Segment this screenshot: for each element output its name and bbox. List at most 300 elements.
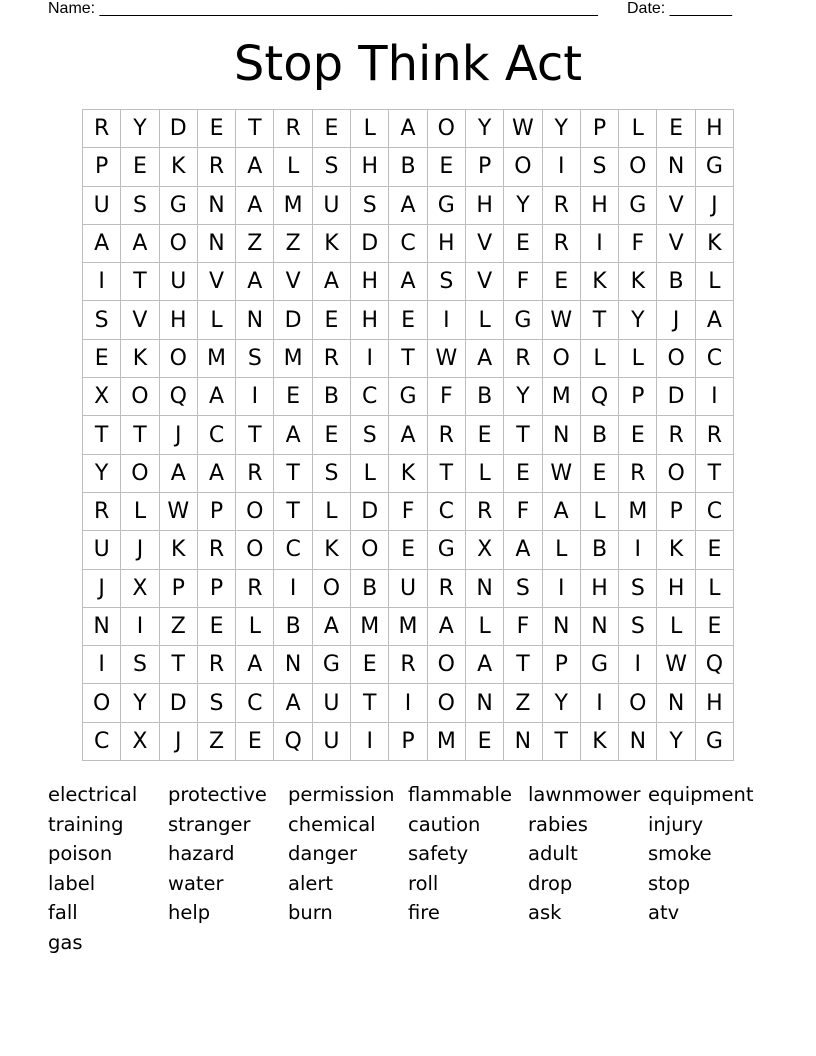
grid-cell[interactable]: D [657, 378, 695, 416]
grid-cell[interactable]: H [466, 187, 504, 225]
grid-cell[interactable]: A [428, 608, 466, 646]
grid-cell[interactable]: E [466, 416, 504, 454]
grid-cell[interactable]: M [198, 340, 236, 378]
grid-cell[interactable]: S [313, 148, 351, 186]
grid-cell[interactable]: T [83, 416, 121, 454]
grid-cell[interactable]: O [428, 684, 466, 722]
grid-cell[interactable]: K [313, 531, 351, 569]
grid-cell[interactable]: K [657, 531, 695, 569]
grid-cell[interactable]: L [236, 608, 274, 646]
grid-cell[interactable]: T [696, 455, 734, 493]
grid-cell[interactable]: F [504, 263, 542, 301]
grid-cell[interactable]: T [160, 646, 198, 684]
grid-cell[interactable]: E [121, 148, 159, 186]
grid-cell[interactable]: L [198, 301, 236, 339]
grid-cell[interactable]: K [121, 340, 159, 378]
grid-cell[interactable]: A [504, 531, 542, 569]
grid-cell[interactable]: I [351, 340, 389, 378]
grid-cell[interactable]: E [313, 110, 351, 148]
grid-cell[interactable]: O [160, 340, 198, 378]
grid-cell[interactable]: P [619, 378, 657, 416]
grid-cell[interactable]: N [657, 148, 695, 186]
grid-cell[interactable]: R [198, 646, 236, 684]
grid-cell[interactable]: S [313, 455, 351, 493]
grid-cell[interactable]: L [581, 493, 619, 531]
grid-cell[interactable]: L [619, 340, 657, 378]
grid-cell[interactable]: B [313, 378, 351, 416]
grid-cell[interactable]: W [428, 340, 466, 378]
grid-cell[interactable]: Z [274, 225, 312, 263]
grid-cell[interactable]: K [581, 723, 619, 761]
grid-cell[interactable]: L [619, 110, 657, 148]
grid-cell[interactable]: A [236, 646, 274, 684]
grid-cell[interactable]: E [581, 455, 619, 493]
grid-cell[interactable]: C [389, 225, 427, 263]
grid-cell[interactable]: R [428, 416, 466, 454]
grid-cell[interactable]: U [83, 187, 121, 225]
grid-cell[interactable]: V [466, 225, 504, 263]
grid-cell[interactable]: N [619, 723, 657, 761]
grid-cell[interactable]: V [657, 187, 695, 225]
grid-cell[interactable]: B [581, 416, 619, 454]
grid-cell[interactable]: L [543, 531, 581, 569]
grid-cell[interactable]: C [274, 531, 312, 569]
grid-cell[interactable]: L [466, 301, 504, 339]
grid-cell[interactable]: I [543, 148, 581, 186]
grid-cell[interactable]: E [466, 723, 504, 761]
grid-cell[interactable]: M [274, 187, 312, 225]
grid-cell[interactable]: O [428, 110, 466, 148]
word-list-item: chemical [288, 812, 376, 836]
grid-cell[interactable]: S [619, 608, 657, 646]
grid-cell[interactable]: T [236, 110, 274, 148]
name-field[interactable]: Name: ________________________________________________________ [48, 0, 598, 17]
grid-cell[interactable]: L [121, 493, 159, 531]
grid-cell[interactable]: A [389, 187, 427, 225]
grid-cell[interactable]: Y [466, 110, 504, 148]
grid-cell[interactable]: N [657, 684, 695, 722]
grid-cell[interactable]: T [121, 263, 159, 301]
grid-cell[interactable]: T [389, 340, 427, 378]
grid-cell[interactable]: O [619, 684, 657, 722]
word-list-item: drop [528, 871, 573, 895]
grid-cell[interactable]: T [581, 301, 619, 339]
grid-cell[interactable]: P [198, 493, 236, 531]
grid-cell[interactable]: P [160, 570, 198, 608]
grid-cell[interactable]: O [543, 340, 581, 378]
grid-cell[interactable]: P [657, 493, 695, 531]
grid-cell[interactable]: W [543, 301, 581, 339]
grid-cell[interactable]: H [657, 570, 695, 608]
grid-cell[interactable]: U [313, 684, 351, 722]
grid-cell[interactable]: G [428, 187, 466, 225]
grid-cell[interactable]: T [543, 723, 581, 761]
grid-cell[interactable]: O [313, 570, 351, 608]
grid-cell[interactable]: D [274, 301, 312, 339]
grid-cell[interactable]: A [121, 225, 159, 263]
grid-cell[interactable]: I [619, 646, 657, 684]
grid-cell[interactable]: U [389, 570, 427, 608]
grid-cell[interactable]: L [313, 493, 351, 531]
grid-cell[interactable]: F [389, 493, 427, 531]
page-title: Stop Think Act [233, 36, 583, 92]
grid-cell[interactable]: C [696, 493, 734, 531]
grid-cell[interactable]: N [198, 225, 236, 263]
grid-cell[interactable]: A [389, 110, 427, 148]
grid-cell[interactable]: A [160, 455, 198, 493]
grid-cell[interactable]: E [313, 416, 351, 454]
grid-cell[interactable]: R [619, 455, 657, 493]
grid-cell[interactable]: I [351, 723, 389, 761]
grid-cell[interactable]: J [657, 301, 695, 339]
grid-cell[interactable]: E [696, 531, 734, 569]
grid-cell[interactable]: H [160, 301, 198, 339]
grid-cell[interactable]: Y [504, 378, 542, 416]
grid-cell[interactable]: S [198, 684, 236, 722]
grid-cell[interactable]: L [581, 340, 619, 378]
grid-cell[interactable]: M [351, 608, 389, 646]
grid-cell[interactable]: P [543, 646, 581, 684]
grid-cell[interactable]: R [83, 110, 121, 148]
grid-cell[interactable]: L [274, 148, 312, 186]
grid-cell[interactable]: M [274, 340, 312, 378]
grid-cell[interactable]: Y [504, 187, 542, 225]
grid-cell[interactable]: Z [160, 608, 198, 646]
grid-cell[interactable]: R [236, 455, 274, 493]
grid-cell[interactable]: O [236, 531, 274, 569]
grid-cell[interactable]: V [274, 263, 312, 301]
grid-cell[interactable]: N [504, 723, 542, 761]
grid-cell[interactable]: Y [619, 301, 657, 339]
grid-cell[interactable]: O [657, 455, 695, 493]
grid-cell[interactable]: E [428, 148, 466, 186]
grid-cell[interactable]: H [351, 301, 389, 339]
grid-cell[interactable]: K [389, 455, 427, 493]
grid-cell[interactable]: J [696, 187, 734, 225]
grid-cell[interactable]: Q [696, 646, 734, 684]
grid-cell[interactable]: M [543, 378, 581, 416]
grid-cell[interactable]: G [696, 723, 734, 761]
grid-cell[interactable]: E [696, 608, 734, 646]
grid-cell[interactable]: S [351, 187, 389, 225]
grid-cell[interactable]: Y [543, 110, 581, 148]
grid-cell[interactable]: A [198, 378, 236, 416]
grid-cell[interactable]: O [160, 225, 198, 263]
grid-cell[interactable]: K [160, 531, 198, 569]
grid-cell[interactable]: O [121, 455, 159, 493]
grid-cell[interactable]: K [696, 225, 734, 263]
grid-cell[interactable]: J [160, 723, 198, 761]
grid-cell[interactable]: D [160, 684, 198, 722]
grid-cell[interactable]: P [581, 110, 619, 148]
grid-cell[interactable]: A [274, 416, 312, 454]
grid-cell[interactable]: S [351, 416, 389, 454]
grid-cell[interactable]: C [351, 378, 389, 416]
grid-cell[interactable]: O [619, 148, 657, 186]
word-list-item: rabies [528, 812, 588, 836]
grid-cell[interactable]: H [696, 684, 734, 722]
grid-cell[interactable]: R [696, 416, 734, 454]
grid-cell[interactable]: E [198, 110, 236, 148]
grid-cell[interactable]: G [504, 301, 542, 339]
grid-cell[interactable]: K [619, 263, 657, 301]
word-list [48, 780, 768, 958]
grid-cell[interactable]: E [657, 110, 695, 148]
grid-cell[interactable]: O [351, 531, 389, 569]
grid-cell[interactable]: I [236, 378, 274, 416]
grid-cell[interactable]: A [83, 225, 121, 263]
grid-cell[interactable]: K [581, 263, 619, 301]
grid-cell[interactable]: F [504, 493, 542, 531]
grid-cell[interactable]: I [389, 684, 427, 722]
grid-cell[interactable]: V [121, 301, 159, 339]
grid-cell[interactable]: L [696, 263, 734, 301]
grid-cell[interactable]: D [351, 225, 389, 263]
grid-cell[interactable]: Z [198, 723, 236, 761]
grid-cell[interactable]: A [696, 301, 734, 339]
grid-cell[interactable]: D [160, 110, 198, 148]
grid-cell[interactable]: I [619, 531, 657, 569]
grid-cell[interactable]: N [236, 301, 274, 339]
grid-cell[interactable]: G [696, 148, 734, 186]
grid-cell[interactable]: A [543, 493, 581, 531]
grid-cell[interactable]: R [657, 416, 695, 454]
grid-cell[interactable]: A [198, 455, 236, 493]
grid-cell[interactable]: H [428, 225, 466, 263]
grid-cell[interactable]: G [581, 646, 619, 684]
grid-cell[interactable]: S [581, 148, 619, 186]
grid-cell[interactable]: X [121, 570, 159, 608]
grid-cell[interactable]: E [619, 416, 657, 454]
word-list-item: alert [288, 871, 334, 895]
grid-cell[interactable]: I [83, 263, 121, 301]
grid-cell[interactable]: B [351, 570, 389, 608]
grid-cell[interactable]: A [236, 187, 274, 225]
grid-cell[interactable]: E [83, 340, 121, 378]
grid-cell[interactable]: B [274, 608, 312, 646]
grid-cell[interactable]: Y [657, 723, 695, 761]
grid-cell[interactable]: R [389, 646, 427, 684]
grid-cell[interactable]: H [696, 110, 734, 148]
grid-cell[interactable]: P [466, 148, 504, 186]
grid-cell[interactable]: W [160, 493, 198, 531]
grid-cell[interactable]: N [543, 608, 581, 646]
grid-cell[interactable]: S [619, 570, 657, 608]
grid-cell[interactable]: H [581, 187, 619, 225]
grid-cell[interactable]: I [543, 570, 581, 608]
grid-cell[interactable]: F [619, 225, 657, 263]
grid-cell[interactable]: R [466, 493, 504, 531]
grid-cell[interactable]: C [83, 723, 121, 761]
grid-cell[interactable]: G [160, 187, 198, 225]
grid-cell[interactable]: E [543, 263, 581, 301]
grid-cell[interactable]: P [83, 148, 121, 186]
date-field[interactable]: Date: _______ [627, 0, 732, 17]
grid-cell[interactable]: O [83, 684, 121, 722]
grid-cell[interactable]: S [504, 570, 542, 608]
grid-cell[interactable]: N [83, 608, 121, 646]
grid-cell[interactable]: I [581, 684, 619, 722]
grid-cell[interactable]: P [198, 570, 236, 608]
grid-cell[interactable]: U [83, 531, 121, 569]
grid-cell[interactable]: O [504, 148, 542, 186]
grid-cell[interactable]: T [504, 416, 542, 454]
grid-cell[interactable]: V [466, 263, 504, 301]
word-list-item: hazard [168, 842, 235, 866]
grid-cell[interactable]: Z [504, 684, 542, 722]
grid-cell[interactable]: O [236, 493, 274, 531]
grid-cell[interactable]: E [389, 531, 427, 569]
grid-cell[interactable]: O [121, 378, 159, 416]
word-list-item: adult [528, 842, 578, 866]
grid-cell[interactable]: H [351, 148, 389, 186]
grid-cell[interactable]: X [466, 531, 504, 569]
grid-cell[interactable]: G [428, 531, 466, 569]
grid-cell[interactable]: R [428, 570, 466, 608]
grid-cell[interactable]: C [696, 340, 734, 378]
grid-cell[interactable]: T [504, 646, 542, 684]
grid-cell[interactable]: Y [121, 684, 159, 722]
grid-cell[interactable]: T [274, 493, 312, 531]
grid-cell[interactable]: E [504, 225, 542, 263]
grid-cell[interactable]: B [657, 263, 695, 301]
grid-cell[interactable]: K [313, 225, 351, 263]
grid-cell[interactable]: U [313, 723, 351, 761]
grid-cell[interactable]: R [543, 225, 581, 263]
grid-cell[interactable]: R [198, 148, 236, 186]
grid-cell[interactable]: B [466, 378, 504, 416]
grid-cell[interactable]: A [236, 263, 274, 301]
grid-cell[interactable]: I [121, 608, 159, 646]
grid-cell[interactable]: Y [121, 110, 159, 148]
grid-cell[interactable]: R [313, 340, 351, 378]
grid-cell[interactable]: N [274, 646, 312, 684]
grid-cell[interactable]: C [428, 493, 466, 531]
grid-cell[interactable]: L [351, 110, 389, 148]
grid-cell[interactable]: S [121, 646, 159, 684]
grid-cell[interactable]: E [198, 608, 236, 646]
grid-cell[interactable]: W [543, 455, 581, 493]
grid-cell[interactable]: N [543, 416, 581, 454]
grid-cell[interactable]: X [83, 378, 121, 416]
grid-cell[interactable]: L [466, 608, 504, 646]
grid-cell[interactable]: E [351, 646, 389, 684]
grid-cell[interactable]: T [121, 416, 159, 454]
grid-cell[interactable]: E [313, 301, 351, 339]
grid-cell[interactable]: T [236, 416, 274, 454]
grid-cell[interactable]: J [83, 570, 121, 608]
grid-cell[interactable]: J [121, 531, 159, 569]
grid-cell[interactable]: E [274, 378, 312, 416]
word-list-item: equipment [648, 783, 754, 806]
grid-cell[interactable]: I [83, 646, 121, 684]
grid-cell[interactable]: Q [274, 723, 312, 761]
grid-cell[interactable]: Y [543, 684, 581, 722]
grid-cell[interactable]: D [351, 493, 389, 531]
grid-cell[interactable]: N [466, 684, 504, 722]
grid-cell[interactable]: T [428, 455, 466, 493]
grid-cell[interactable]: K [160, 148, 198, 186]
grid-cell[interactable]: F [428, 378, 466, 416]
grid-cell[interactable]: I [428, 301, 466, 339]
grid-cell[interactable]: A [466, 646, 504, 684]
grid-cell[interactable]: I [274, 570, 312, 608]
grid-cell[interactable]: H [351, 263, 389, 301]
grid-cell[interactable]: R [83, 493, 121, 531]
grid-cell[interactable]: G [389, 378, 427, 416]
grid-cell[interactable]: C [198, 416, 236, 454]
grid-cell[interactable]: F [504, 608, 542, 646]
grid-cell[interactable]: X [121, 723, 159, 761]
grid-cell[interactable]: E [389, 301, 427, 339]
grid-cell[interactable]: R [236, 570, 274, 608]
grid-cell[interactable]: L [351, 455, 389, 493]
grid-cell[interactable]: A [389, 416, 427, 454]
grid-cell[interactable]: V [198, 263, 236, 301]
grid-cell[interactable]: W [504, 110, 542, 148]
grid-cell[interactable]: B [389, 148, 427, 186]
grid-cell[interactable]: Z [236, 225, 274, 263]
grid-cell[interactable]: T [274, 455, 312, 493]
grid-cell[interactable]: P [389, 723, 427, 761]
grid-cell[interactable]: T [351, 684, 389, 722]
grid-cell[interactable]: I [581, 225, 619, 263]
grid-cell[interactable]: A [274, 684, 312, 722]
grid-cell[interactable]: W [657, 646, 695, 684]
grid-cell[interactable]: N [466, 570, 504, 608]
grid-cell[interactable]: E [504, 455, 542, 493]
grid-cell[interactable]: E [236, 723, 274, 761]
grid-cell[interactable]: Q [160, 378, 198, 416]
grid-cell[interactable]: O [657, 340, 695, 378]
grid-cell[interactable]: M [389, 608, 427, 646]
grid-cell[interactable]: S [236, 340, 274, 378]
grid-cell[interactable]: G [313, 646, 351, 684]
grid-cell[interactable]: C [236, 684, 274, 722]
grid-cell[interactable]: A [313, 263, 351, 301]
grid-cell[interactable]: A [389, 263, 427, 301]
grid-cell[interactable]: N [198, 187, 236, 225]
grid-cell[interactable]: G [619, 187, 657, 225]
grid-cell[interactable]: J [160, 416, 198, 454]
grid-cell[interactable]: R [274, 110, 312, 148]
grid-cell[interactable]: R [198, 531, 236, 569]
grid-cell[interactable]: L [696, 570, 734, 608]
grid-cell[interactable]: M [619, 493, 657, 531]
grid-cell[interactable]: R [504, 340, 542, 378]
grid-cell[interactable]: V [657, 225, 695, 263]
grid-cell[interactable]: Q [581, 378, 619, 416]
grid-cell[interactable]: U [160, 263, 198, 301]
grid-cell[interactable]: I [696, 378, 734, 416]
grid-cell[interactable]: L [466, 455, 504, 493]
grid-cell[interactable]: N [581, 608, 619, 646]
grid-cell[interactable]: L [657, 608, 695, 646]
grid-cell[interactable]: A [236, 148, 274, 186]
grid-cell[interactable]: A [466, 340, 504, 378]
grid-cell[interactable]: U [313, 187, 351, 225]
grid-cell[interactable]: S [83, 301, 121, 339]
grid-cell[interactable]: A [313, 608, 351, 646]
grid-cell[interactable]: H [581, 570, 619, 608]
grid-cell[interactable]: R [543, 187, 581, 225]
grid-cell[interactable]: Y [83, 455, 121, 493]
grid-cell[interactable]: M [428, 723, 466, 761]
grid-cell[interactable]: S [121, 187, 159, 225]
grid-cell[interactable]: O [428, 646, 466, 684]
grid-cell[interactable]: S [428, 263, 466, 301]
grid-cell[interactable]: B [581, 531, 619, 569]
